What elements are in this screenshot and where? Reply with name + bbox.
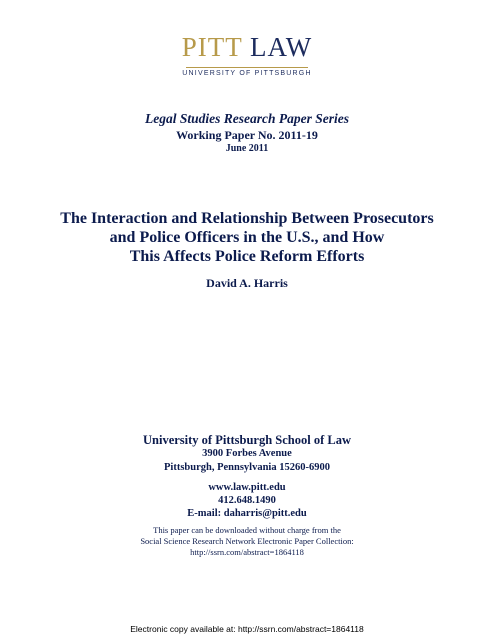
download-url: http://ssrn.com/abstract=1864118 — [190, 547, 304, 557]
title-line: and Police Officers in the U.S., and How — [109, 229, 385, 246]
email-address: E-mail: daharris@pitt.edu — [187, 508, 307, 519]
series-name: Legal Studies Research Paper Series — [145, 111, 349, 126]
download-note: This paper can be downloaded without charge from the — [153, 525, 341, 535]
logo-word-law: LAW — [249, 32, 313, 62]
phone-number: 412.648.1490 — [218, 495, 276, 506]
working-paper-number: Working Paper No. 2011-19 — [176, 128, 318, 142]
logo-divider — [186, 67, 308, 68]
logo-subtitle: UNIVERSITY OF PITTSBURGH — [182, 70, 312, 77]
website-text: www.law.pitt.edu — [208, 482, 286, 493]
download-note: Social Science Research Network Electronic Paper Collection: — [140, 536, 354, 546]
address-line: Pittsburgh, Pennsylvania 15260-6900 — [164, 462, 330, 473]
pitt-law-logo — [0, 34, 494, 61]
title-line: This Affects Police Reform Efforts — [129, 248, 365, 265]
title-line: The Interaction and Relationship Between Prosecutors — [60, 210, 434, 227]
address-line: 3900 Forbes Avenue — [202, 448, 292, 459]
institution-name: University of Pittsburgh School of Law — [143, 433, 351, 447]
electronic-copy-footer: Electronic copy available at: http://ssrn.com/abstract=1864118 — [130, 624, 364, 634]
paper-title — [0, 209, 494, 266]
logo-word-pitt: PITT — [181, 32, 243, 62]
author-name: David A. Harris — [206, 276, 288, 290]
paper-date: June 2011 — [225, 143, 269, 154]
